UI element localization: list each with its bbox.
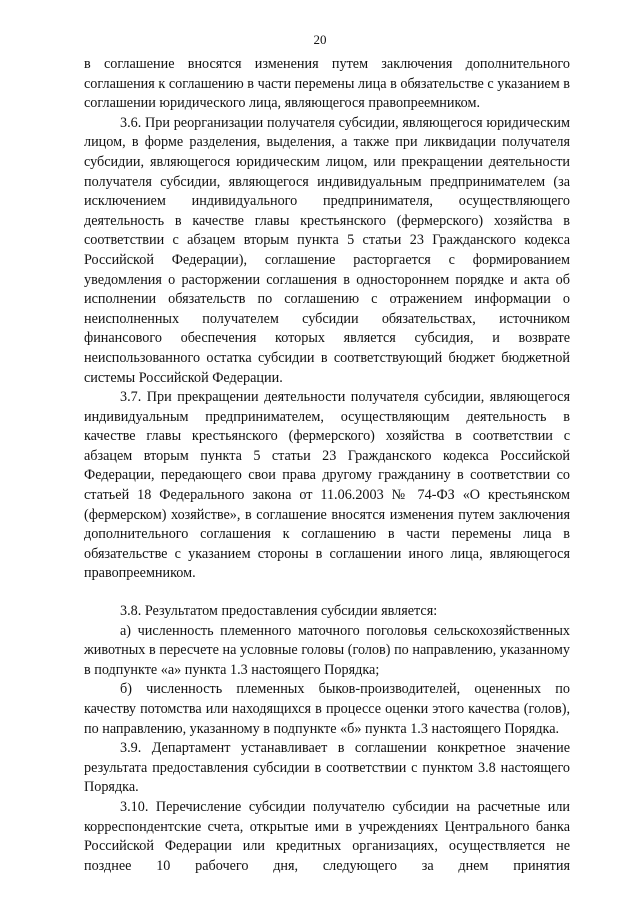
paragraph-continuation: в соглашение вносятся изменения путем заключения дополнительного соглашения к соглашению в части перемены лица в обязательстве с указанием в соглашении юридического лица, являющегося правопреемником. — [84, 56, 570, 112]
paragraph-3-6: 3.6. При реорганизации получателя субсидии, являющегося юридическим лицом, в форме разделения, выделения, а также при ликвидации получателя субсидии, являющегося юридическим лицом, или прекращении деятельности получателя субсидии, являющегося индивидуальным предпринимателем (за исключением индивидуального предпринимателя, осуществляющего деятельность в качестве главы крестьянского (фермерского) хозяйства в соответствии с абзацем вторым пункта 5 статьи 23 Гражданского кодекса Российской Федерации), соглашение расторгается с формированием уведомления о расторжении соглашения в одностороннем порядке и акта об исполнении обязательств по соглашению с отражением информации о неисполненных получателем субсидии обязательствах, источником финансового обеспечения которых является субсидия, и возврате неиспользованного остатка субсидии в соответствующий бюджет бюджетной системы Российской Федерации. — [84, 114, 570, 386]
paragraph-3-10: 3.10. Перечисление субсидии получателю субсидии на расчетные или корреспондентские счета, открытые ими в учреждениях Центрального банка Российской Федерации или кредитных организациях, осуществляется не позднее 10 рабочего дня, следующего за днем принятия — [84, 798, 570, 874]
paragraph-3-7: 3.7. При прекращении деятельности получателя субсидии, являющегося индивидуальным предпринимателем, осуществляющим деятельность в качестве главы крестьянского (фермерского) хозяйства в соответствии с абзацем вторым пункта 5 статьи 23 Гражданского кодекса Российской Федерации, передающего свои права другому гражданину в соответствии со статьей 18 Федерального закона от 11.06.2003 № 74-ФЗ «О крестьянском (фермерском) хозяйстве», в соглашение вносятся изменения путем заключения дополнительного соглашения к соглашению в части перемены лица в обязательстве с указанием стороны в соглашении иного лица, являющегося правопреемником. — [84, 389, 570, 582]
document-body — [84, 55, 570, 876]
page-number: 20 — [313, 32, 327, 47]
paragraph-3-9: 3.9. Департамент устанавливает в соглашении конкретное значение результата предоставления субсидии в соответствии с пунктом 3.8 настоящего Порядка. — [84, 740, 570, 796]
paragraph-3-8: 3.8. Результатом предоставления субсидии является: — [120, 603, 438, 620]
paragraph-3-8-a: а) численность племенного маточного поголовья сельскохозяйственных животных в пересчете на условные головы (голов) по направлению, указанному в подпункте «а» пункта 1.3 настоящего Порядка; — [84, 622, 570, 678]
paragraph-3-8-b: б) численность племенных быков-производителей, оцененных по качеству потомства или находящихся в процессе оценки этого качества (голов), по направлению, указанному в подпункте «б» пункта 1.3 настоящего Порядка. — [84, 681, 570, 737]
